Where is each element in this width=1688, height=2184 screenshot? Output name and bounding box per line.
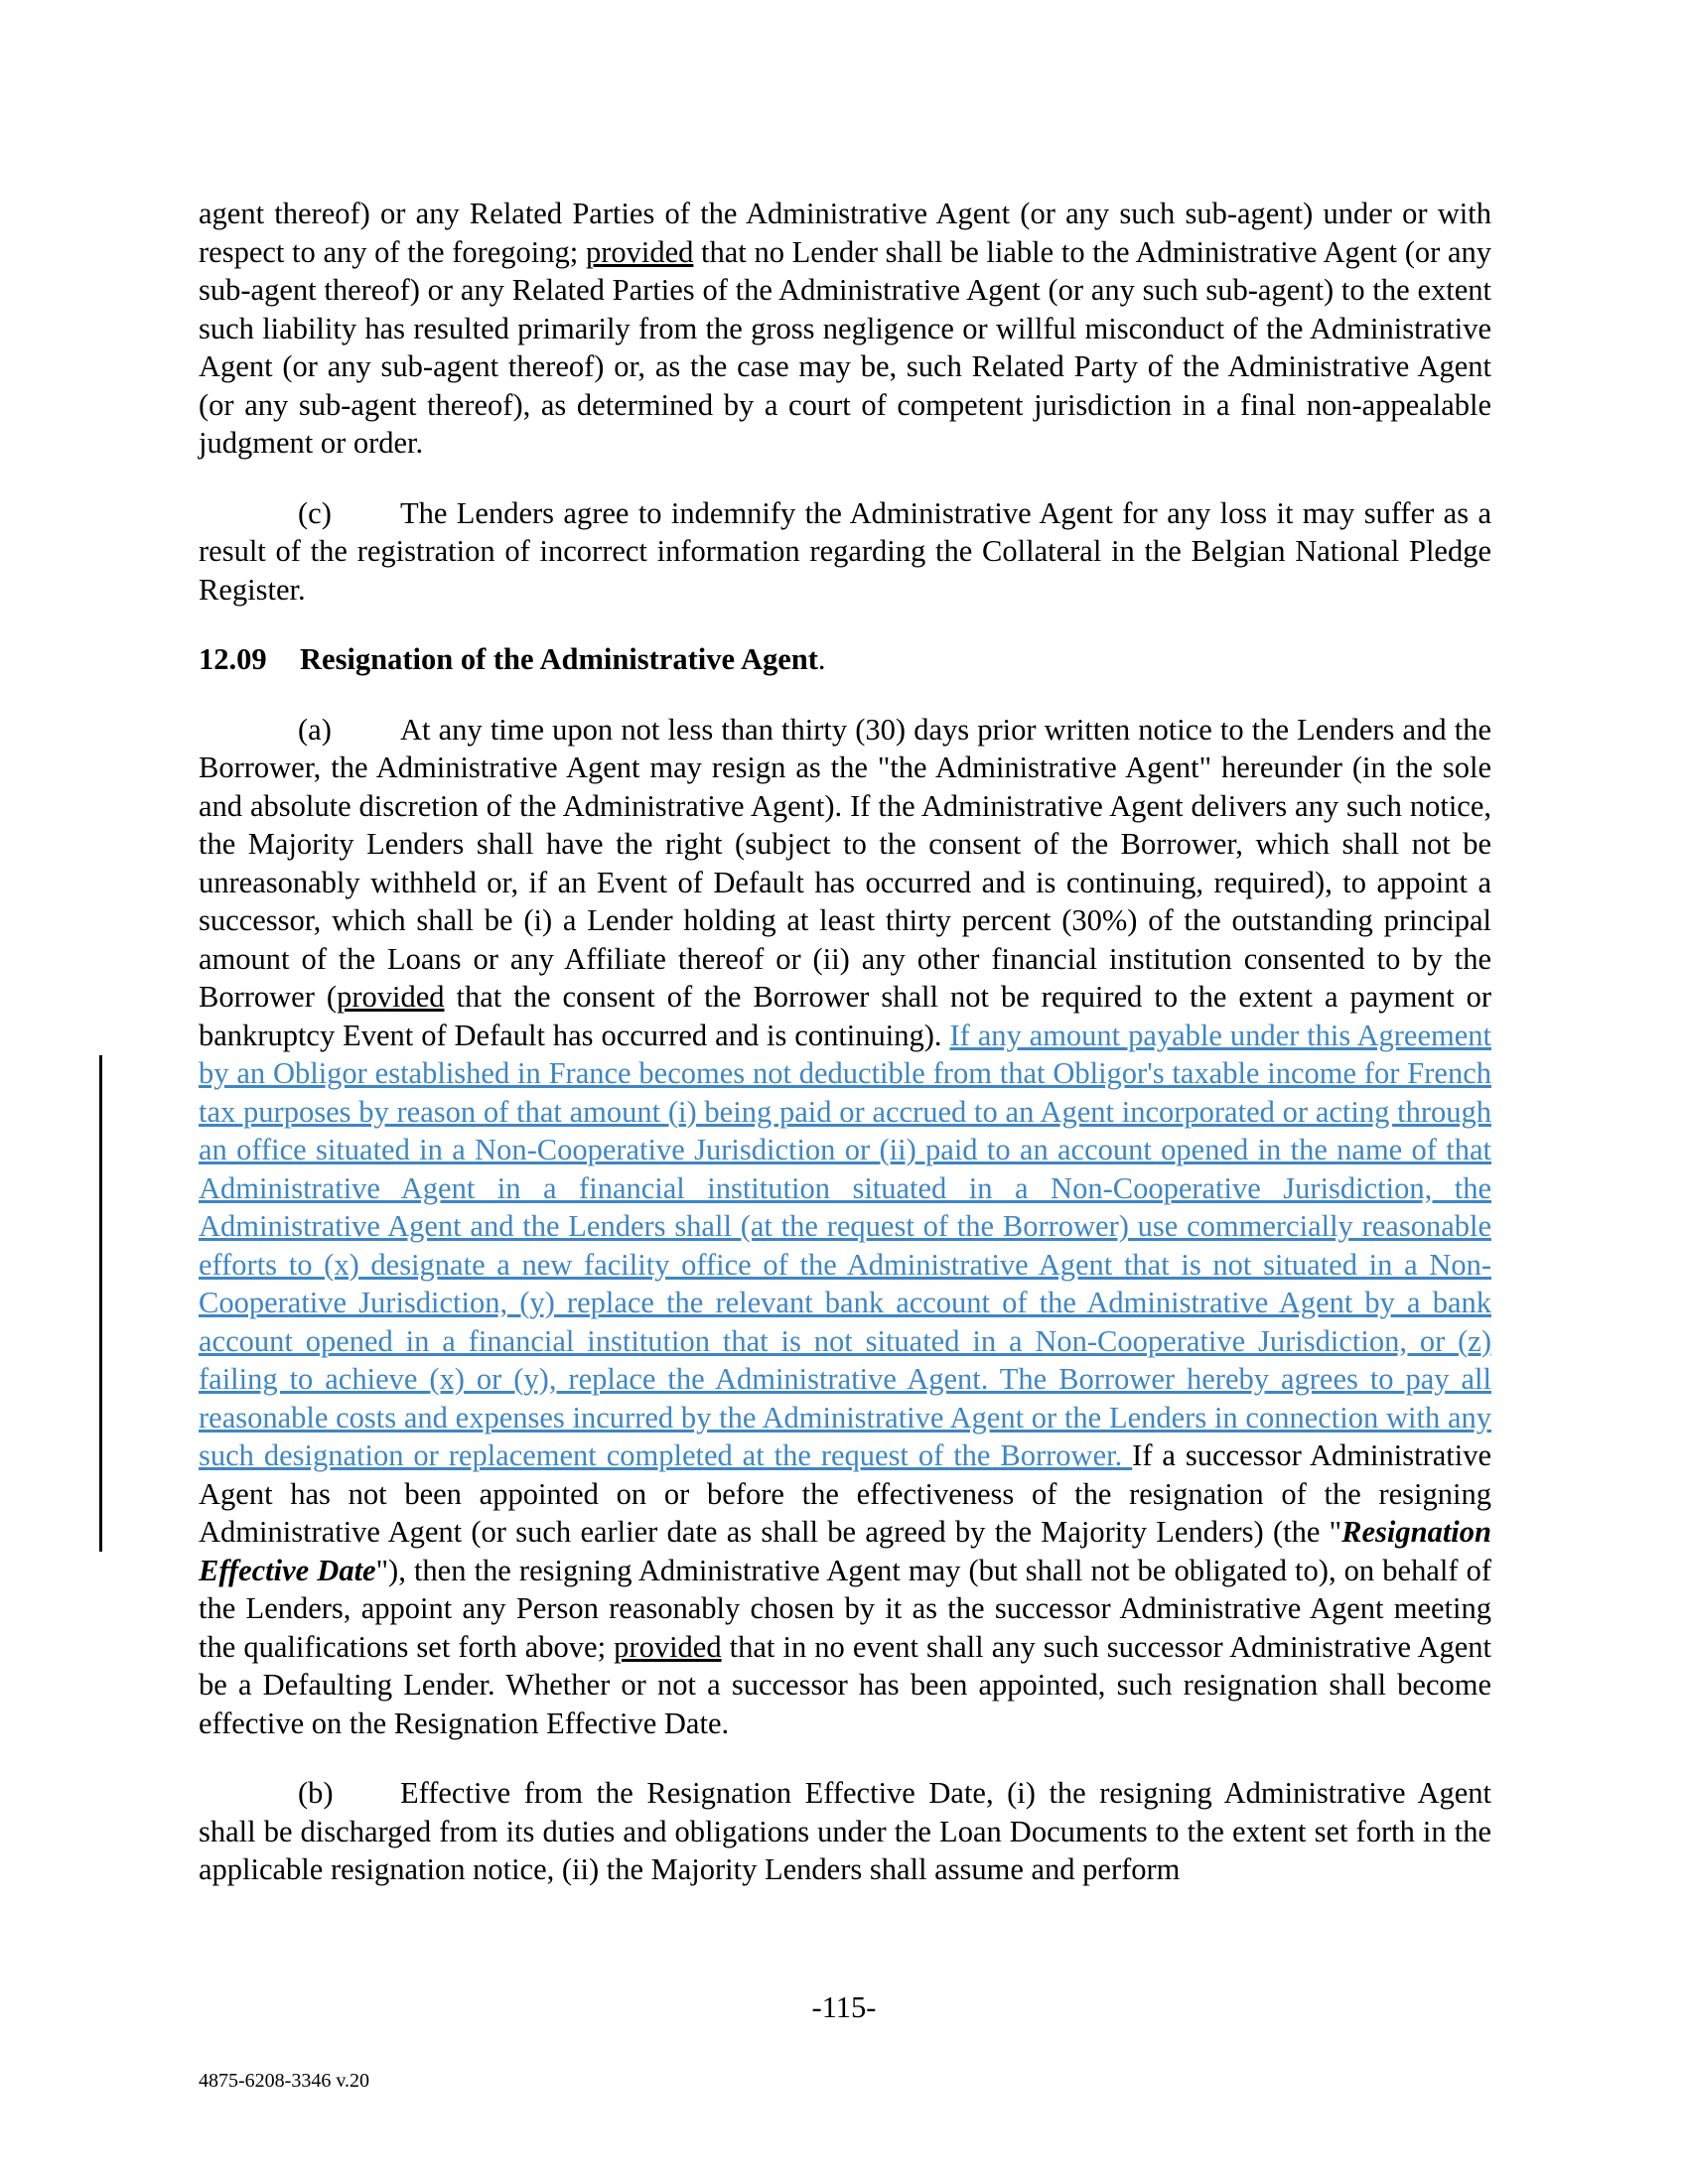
change-bar — [99, 1055, 102, 1552]
provided-term: provided — [585, 234, 694, 269]
provided-term: provided — [337, 980, 445, 1014]
paragraph-c: (c) The Lenders agree to indemnify the Administrative Agent for any loss it may suffer as a result of the registration of incorrect information regarding the Collateral in the Belgian National Pledge Register. — [199, 495, 1491, 607]
clause-label: (b) — [298, 1776, 334, 1810]
clause-label: (c) — [298, 495, 332, 530]
clause-label: (a) — [298, 712, 332, 747]
paragraph-a: (a) At any time upon not less than thirty (30) days prior written notice to the Lenders and the Borrower, the Administrative Agent may resign as the "the Administrative Agent" hereunder (in the sole and absolute discretion of the Administrative Agent). If the Administrative Agent delivers any such notice, the Majority Lenders shall have the right (subject to the consent of the Borrower, which shall not be unreasonably withheld or, if an Event of Default has occurred and is continuing, required), to appoint a successor, which shall be (i) a Lender holding at least thirty percent (30%) of the outstanding principal amount of the Loans or any Affiliate thereof or (ii) any other financial institution consented to by the Borrower (provided that the consent of the Borrower shall not be required to the extent a payment or bankruptcy Event of Default has occurred and is continuing). If any amount payable under this Agreement by an Obligor established in France becomes not deductible from that Obligor's taxable income for French tax purposes by reason of that amount (i) being paid or accrued to an Agent incorporated or acting through an office situated in a Non-Cooperative Jurisdiction or (ii) paid to an account opened in the name of that Administrative Agent in a financial institution situated in a Non-Cooperative Jurisdiction, the Administrative Agent and the Lenders shall (at the request of the Borrower) use commercially reasonable efforts to (x) designate a new facility office of the Administrative Agent that is not situated in a Non-Cooperative Jurisdiction, (y) replace the relevant bank account of the Administrative Agent by a bank account opened in a financial institution that is not situated in a Non-Cooperative Jurisdiction, or (z) failing to achieve (x) or (y), replace the Administrative Agent. The Borrower hereby agrees to pay all reasonable costs and expenses incurred by the Administrative Agent or the Lenders in connection with any such designation or replacement completed at the request of the Borrower. If a successor Administrative Agent has not been appointed on or before the effectiveness of the resignation of the resigning Administrative Agent (or such earlier date as shall be agreed by the Majority Lenders) (the "Resignation Effective Date"), then the resigning Administrative Agent may (but shall not be obligated to), on behalf of the Lenders, appoint any Person reasonably chosen by it as the successor Administrative Agent meeting the qualifications set forth above; provided that in no event shall any such successor Administrative Agent be a Defaulting Lender. Whether or not a successor has been appointed, such resignation shall become effective on the Resignation Effective Date. — [199, 712, 1492, 1740]
section-heading: 12.09 Resignation of the Administrative Agent. — [199, 640, 1491, 679]
document-id: 4875-6208-3346 v.20 — [199, 2070, 370, 2092]
paragraph-b: (b) Effective from the Resignation Effective Date, (i) the resigning Administrative Agent shall be discharged from its duties and obligations under the Loan Documents to the extent set forth in the applicable resignation notice, (ii) the Majority Lenders shall assume and perform — [199, 1776, 1491, 1886]
inserted-text: If any amount payable under this Agreement by an Obligor established in France becomes not deductible from that Obligor's taxable income for French tax purposes by reason of that amount (i) being paid or accrued to an Agent incorporated or acting through an office situated in a Non-Cooperative Jurisdiction or (ii) paid to an account opened in the name of that Administrative Agent in a financial institution situated in a Non-Cooperative Jurisdiction, the Administrative Agent and the Lenders shall (at the request of the Borrower) use commercially reasonable efforts to (x) designate a new facility office of the Administrative Agent that is not situated in a Non-Cooperative Jurisdiction, (y) replace the relevant bank account of the Administrative Agent by a bank account opened in a financial institution that is not situated in a Non-Cooperative Jurisdiction, or (z) failing to achieve (x) or (y), replace the Administrative Agent. The Borrower hereby agrees to pay all reasonable costs and expenses incurred by the Administrative Agent or the Lenders in connection with any such designation or replacement completed at the request of the Borrower. — [199, 1018, 1491, 1472]
document-page — [199, 195, 1491, 1889]
defined-term: Resignation Effective Date — [199, 1515, 1491, 1587]
provided-term: provided — [614, 1629, 722, 1664]
page-number: -115- — [811, 1990, 877, 2024]
section-number: 12.09 — [199, 642, 267, 676]
section-title: Resignation of the Administrative Agent — [300, 642, 818, 676]
paragraph-continuation: agent thereof) or any Related Parties of the Administrative Agent (or any such sub-agent) under or with respect to any of the foregoing; provided that no Lender shall be liable to the Administrative Agent (or any sub-agent thereof) or any Related Parties of the Administrative Agent (or any such sub-agent) to the extent such liability has resulted primarily from the gross negligence or willful misconduct of the Administrative Agent (or any sub-agent thereof) or, as the case may be, such Related Party of the Administrative Agent (or any sub-agent thereof), as determined by a court of competent jurisdiction in a final non-appealable judgment or order. — [199, 197, 1491, 460]
